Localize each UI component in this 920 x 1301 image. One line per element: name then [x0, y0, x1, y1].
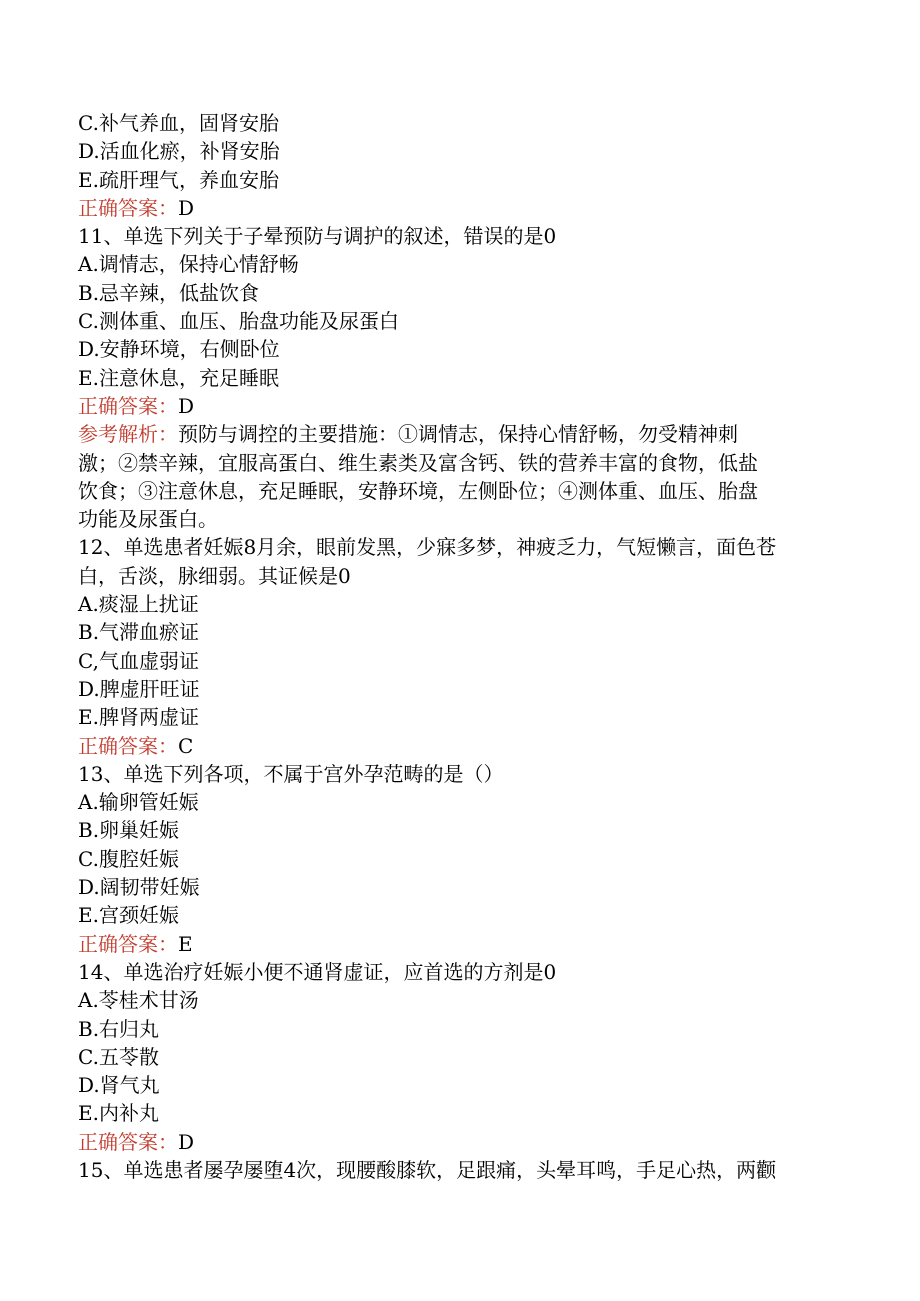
answer-value: C [178, 733, 194, 758]
option-d: D.阔韧带妊娠 [78, 875, 200, 900]
question-13: 13、单选下列各项，不属于宫外孕范畴的是（） [78, 761, 504, 786]
option-e: E.内补丸 [78, 1101, 159, 1126]
option-c: C.腹腔妊娠 [78, 846, 179, 871]
explanation-line [78, 420, 838, 448]
explanation-label: 参考解析： [78, 422, 178, 447]
option-d: D.肾气丸 [78, 1073, 160, 1098]
answer-line [78, 930, 838, 958]
option-c: C.五苓散 [78, 1044, 159, 1069]
answer-value: D [178, 393, 195, 418]
option-b: B.气滞血瘀证 [78, 620, 200, 645]
answer-label: 正确答案： [78, 1129, 178, 1154]
answer-value: D [178, 195, 195, 220]
question-11: 11、单选下列关于子晕预防与调护的叙述，错误的是0 [78, 224, 557, 249]
document-page [78, 109, 838, 1184]
option-b: B.右归丸 [78, 1016, 160, 1041]
explanation-line: 功能及尿蛋白。 [78, 507, 218, 532]
question-12-cont: 白，舌淡，脉细弱。其证候是0 [78, 563, 351, 588]
question-12: 12、单选患者妊娠8月余，眼前发黑，少寐多梦，神疲乏力，气短懒言，面色苍 [78, 535, 777, 560]
answer-value: D [178, 1129, 195, 1154]
option-e: E.脾肾两虚证 [78, 705, 199, 730]
option-a: A.调情志，保持心情舒畅 [78, 252, 299, 277]
answer-line [78, 732, 838, 760]
option-c: C.补气养血，固肾安胎 [78, 111, 279, 135]
option-d: D.脾虚肝旺证 [78, 676, 200, 701]
explanation-line: 激；②禁辛辣，宜服高蛋白、维生素类及富含钙、铁的营养丰富的食物，低盐 [78, 450, 758, 475]
option-a: A.输卵管妊娠 [78, 790, 199, 815]
answer-label: 正确答案： [78, 393, 178, 418]
answer-line [78, 194, 838, 222]
option-d: D.活血化瘀，补肾安胎 [78, 139, 280, 164]
answer-label: 正确答案： [78, 733, 178, 758]
answer-value: E [178, 931, 193, 956]
option-b: B.忌辛辣，低盐饮食 [78, 280, 260, 305]
option-e: E.宫颈妊娠 [78, 903, 179, 928]
explanation-text: 预防与调控的主要措施：①调情志，保持心情舒畅，勿受精神刺 [178, 422, 738, 447]
option-e: E.疏肝理气，养血安胎 [78, 167, 279, 192]
question-15: 15、单选患者屡孕屡堕4次，现腰酸膝软，足跟痛，头晕耳鸣，手足心热，两颧 [78, 1157, 777, 1182]
answer-line [78, 1128, 838, 1156]
option-c: C,气血虚弱证 [78, 648, 199, 673]
option-c: C.测体重、血压、胎盘功能及尿蛋白 [78, 309, 399, 334]
option-a: A.痰湿上扰证 [78, 592, 199, 617]
option-b: B.卵巢妊娠 [78, 818, 180, 843]
explanation-line: 饮食；③注意休息，充足睡眠，安静环境，左侧卧位；④测体重、血压、胎盘 [78, 478, 758, 503]
answer-line [78, 392, 838, 420]
answer-label: 正确答案： [78, 931, 178, 956]
answer-label: 正确答案： [78, 195, 178, 220]
option-e: E.注意休息，充足睡眠 [78, 365, 279, 390]
option-d: D.安静环境，右侧卧位 [78, 337, 280, 362]
question-14: 14、单选治疗妊娠小便不通肾虚证，应首选的方剂是0 [78, 959, 557, 984]
option-a: A.苓桂术甘汤 [78, 988, 199, 1013]
